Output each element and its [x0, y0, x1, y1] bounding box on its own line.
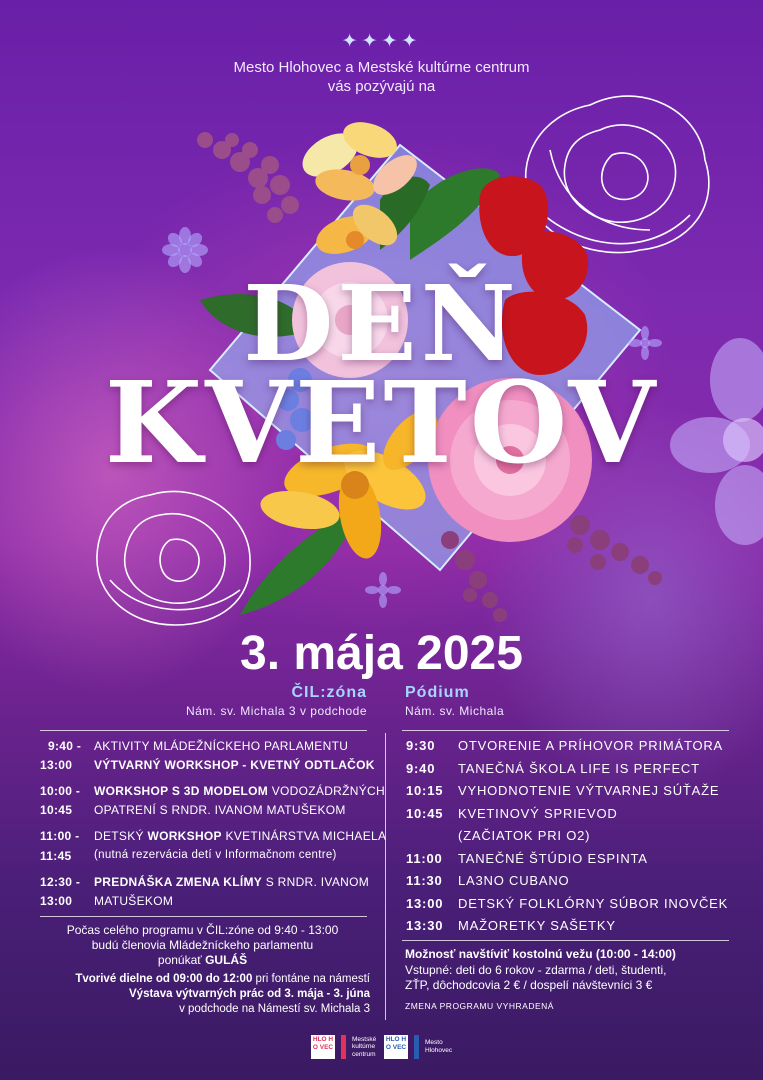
program-item: OTVORENIE A PRÍHOVOR PRIMÁTORA: [458, 738, 724, 753]
title-line-1: DEŇ: [243, 262, 520, 385]
program-item-text: KVETINÁRSTVA MICHAELA: [221, 829, 387, 843]
program-time: 9:40 -: [48, 739, 82, 753]
program-item: (ZAČIATOK PRI O2): [458, 828, 591, 843]
program-time: 11:30: [406, 873, 443, 888]
program-time: 11:00: [406, 851, 443, 866]
intro-line-2: vás pozývajú na: [327, 78, 436, 95]
program-item: AKTIVITY MLÁDEŽNÍCKEHO PARLAMENTU: [94, 739, 349, 753]
program-item-text: DETSKÝ: [94, 829, 148, 843]
program-time: 12:30 -: [40, 875, 81, 889]
left-footer-line-2: [20, 987, 370, 1002]
program-item: (nutná rezervácia detí v Informačnom centre): [94, 849, 337, 861]
intro-line-1: Mesto Hlohovec a Mestské kultúrne centrum: [233, 59, 530, 76]
right-note: [405, 947, 745, 1014]
program-item-bold: PREDNÁŠKA ZMENA KLÍMY: [94, 875, 263, 889]
decorative-stars: ✦✦✦✦: [341, 31, 422, 52]
program-time: 10:45: [406, 806, 444, 821]
program-item: LA3NO CUBANO: [458, 873, 570, 888]
program-item: [94, 875, 369, 889]
program-time: 13:30: [406, 918, 444, 933]
left-footer-line-1: [20, 972, 370, 987]
program-item: TANEČNÁ ŠKOLA LIFE IS PERFECT: [458, 761, 700, 776]
mesto-logo-mark: HLO HO VEC: [384, 1035, 408, 1059]
program-time: 10:45: [40, 803, 73, 817]
mkc-logo-mark: HLO HO VEC: [311, 1035, 335, 1059]
program-time: 9:30: [406, 738, 436, 753]
left-zone-subtitle: Nám. sv. Michala 3 v podchode: [185, 704, 367, 718]
left-footer: [20, 972, 370, 1017]
peony-outline-icon: [520, 96, 709, 253]
mkc-logo-text-line: kultúrne: [352, 1043, 376, 1051]
program-time: 11:00 -: [40, 829, 80, 843]
peony-outline-icon: [97, 491, 250, 625]
mkc-logo-text: [352, 1036, 376, 1059]
left-note-line-3: [30, 953, 375, 968]
program-time: 13:00: [406, 896, 444, 911]
program-item-bold: WORKSHOP S 3D MODELOM: [94, 784, 269, 798]
program-item-text: S RNDR. IVANOM: [262, 875, 370, 889]
left-top-divider: [40, 730, 367, 731]
left-footer-text: pri fontáne na námestí: [252, 973, 370, 985]
left-note: [30, 923, 375, 968]
program-item-text: VODOZÁDRŽNÝCH: [268, 784, 385, 798]
program-item: [94, 829, 386, 843]
right-note-line-1: Možnosť navštíviť kostolnú vežu (10:00 - 14:00): [405, 947, 676, 961]
left-note-bold: GULÁŠ: [205, 953, 248, 967]
right-note-line-4: ZMENA PROGRAMU VYHRADENÁ: [405, 1000, 554, 1011]
mesto-logo-text: [425, 1039, 452, 1055]
program-time: 11:45: [40, 849, 72, 863]
right-zone-title: Pódium: [405, 684, 470, 701]
program-item: DETSKÝ FOLKLÓRNY SÚBOR INOVČEK: [458, 896, 729, 911]
lilac-cluster-icon: [197, 132, 299, 223]
left-footer-bold: Výstava výtvarných prác od 3. mája - 3. júna: [129, 988, 370, 1000]
right-zone-subtitle: Nám. sv. Michala: [405, 704, 505, 718]
program-item: MAŽORETKY SAŠETKY: [458, 918, 616, 933]
mkc-logo-text-line: centrum: [352, 1050, 376, 1058]
program-time: 9:40: [406, 761, 436, 776]
left-mid-divider: [40, 916, 367, 917]
right-top-divider: [402, 730, 729, 731]
program-item: VYHODNOTENIE VÝTVARNEJ SÚŤAŽE: [458, 783, 720, 798]
mkc-logo: [311, 1033, 376, 1061]
program-time: 13:00: [40, 894, 73, 908]
column-divider: [385, 733, 386, 1020]
lilac-cluster-icon: [441, 531, 507, 622]
right-note-line-2: Vstupné: deti do 6 rokov - zdarma / deti, študenti,: [405, 962, 667, 977]
program-item: [94, 784, 385, 798]
title-line-2: KVETOV: [104, 358, 659, 489]
program-item: VÝTVARNÝ WORKSHOP - KVETNÝ ODTLAČOK: [94, 758, 375, 772]
left-footer-bold: Tvorivé dielne od 09:00 do 12:00: [75, 973, 253, 985]
left-note-line-2: budú členovia Mládežníckeho parlamentu: [91, 938, 314, 952]
mkc-logo-bar: [341, 1035, 346, 1059]
program-time: 10:15: [406, 783, 444, 798]
left-note-text: ponúkať: [157, 953, 206, 967]
right-mid-divider: [402, 940, 729, 941]
mkc-logo-text-line: Mestské: [352, 1035, 377, 1043]
program-item: KVETINOVÝ SPRIEVOD: [458, 806, 618, 821]
mesto-logo-text-line: Mesto: [425, 1039, 443, 1046]
mesto-logo: [384, 1033, 452, 1061]
mesto-logo-bar: [414, 1035, 419, 1059]
program-item: OPATRENÍ S RNDR. IVANOM MATUŠEKOM: [94, 803, 346, 817]
event-date: 3. mája 2025: [240, 627, 523, 680]
program-time: 13:00: [40, 758, 73, 772]
program-item: TANEČNÉ ŠTÚDIO ESPINTA: [458, 851, 648, 866]
right-note-line-3: ZŤP, dôchodcovia 2 € / dospelí návštevníci 3 €: [405, 978, 653, 992]
program-item: MATUŠEKOM: [94, 894, 174, 908]
left-note-line-1: Počas celého programu v ČIL:zóne od 9:40 - 13:00: [66, 923, 339, 937]
small-flower-icon: [365, 572, 401, 608]
left-footer-line-3: v podchode na Námestí sv. Michala 3: [179, 1003, 370, 1015]
program-item-bold: WORKSHOP: [147, 829, 222, 843]
left-zone-title: ČIL:zóna: [291, 684, 367, 701]
program-time: 10:00 -: [40, 784, 81, 798]
mesto-logo-text-line: Hlohovec: [425, 1047, 453, 1054]
intro-text: [0, 58, 763, 96]
